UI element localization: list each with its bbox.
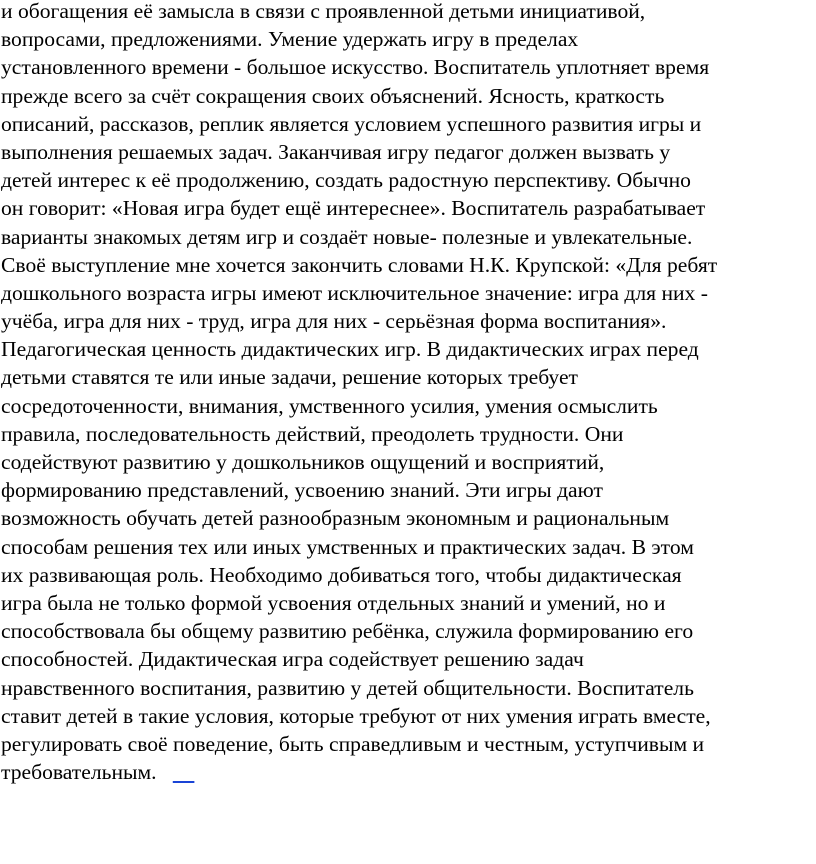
text-line: способам решения тех или иных умственных и практических задач. В этом — [1, 534, 694, 559]
text-line: нравственного воспитания, развитию у детей общительности. Воспитатель — [1, 675, 694, 700]
text-line: вопросами, предложениями. Умение удержать игру в пределах — [1, 27, 579, 52]
text-line: описаний, рассказов, реплик является условием успешного развития игры и — [1, 111, 702, 136]
text-line: и обогащения её замысла в связи с проявленной детьми инициативой, — [1, 0, 646, 23]
text-line: он говорит: «Новая игра будет ещё интереснее». Воспитатель разрабатывает — [1, 196, 706, 221]
trailing-link[interactable] — [173, 760, 195, 784]
text-line: игра была не только формой усвоения отдельных знаний и умений, но и — [1, 590, 666, 615]
text-line: регулировать своё поведение, быть справедливым и честным, уступчивым и — [1, 731, 705, 756]
text-line: содействуют развитию у дошкольников ощущений и восприятий, — [1, 450, 605, 474]
text-line: формированию представлений, усвоению знаний. Эти игры дают — [1, 478, 603, 503]
text-line: установленного времени - большое искусство. Воспитатель уплотняет время — [1, 55, 710, 80]
text-line: способствовала бы общему развитию ребёнка, служила формированию его — [1, 619, 694, 644]
text-line: варианты знакомых детям игр и создаёт новые- полезные и увлекательные. — [1, 224, 693, 249]
text-line: учёба, игра для них - труд, игра для них - серьёзная форма воспитания». — [1, 309, 667, 334]
text-line: сосредоточенности, внимания, умственного усилия, умения осмыслить — [1, 393, 658, 418]
text-line: выполнения решаемых задач. Заканчивая игру педагог должен вызвать у — [1, 139, 671, 164]
text-line: возможность обучать детей разнообразным экономным и рациональным — [1, 506, 670, 531]
text-line: Педагогическая ценность дидактических игр. В дидактических играх перед — [1, 337, 699, 362]
text-line: способностей. Дидактическая игра содействует решению задач — [1, 647, 584, 672]
text-line: ставит детей в такие условия, которые требуют от них умения играть вместе, — [1, 703, 711, 728]
text-line: дошкольного возраста игры имеют исключительное значение: игра для них - — [1, 280, 708, 305]
text-line: прежде всего за счёт сокращения своих объяснений. Ясность, краткость — [1, 83, 665, 108]
text-line-last — [1, 758, 717, 786]
text-line: детей интерес к её продолжению, создать радостную перспективу. Обычно — [1, 168, 691, 193]
text-line: правила, последовательность действий, преодолеть трудности. Они — [1, 421, 624, 446]
last-line-text: требовательным. — [1, 760, 157, 785]
document-text — [1, 0, 717, 786]
text-line: детьми ставятся те или иные задачи, решение которых требует — [1, 365, 578, 390]
text-line: Своё выступление мне хочется закончить словами Н.К. Крупской: «Для ребят — [1, 252, 718, 277]
text-line: их развивающая роль. Необходимо добиваться того, чтобы дидактическая — [1, 562, 682, 587]
